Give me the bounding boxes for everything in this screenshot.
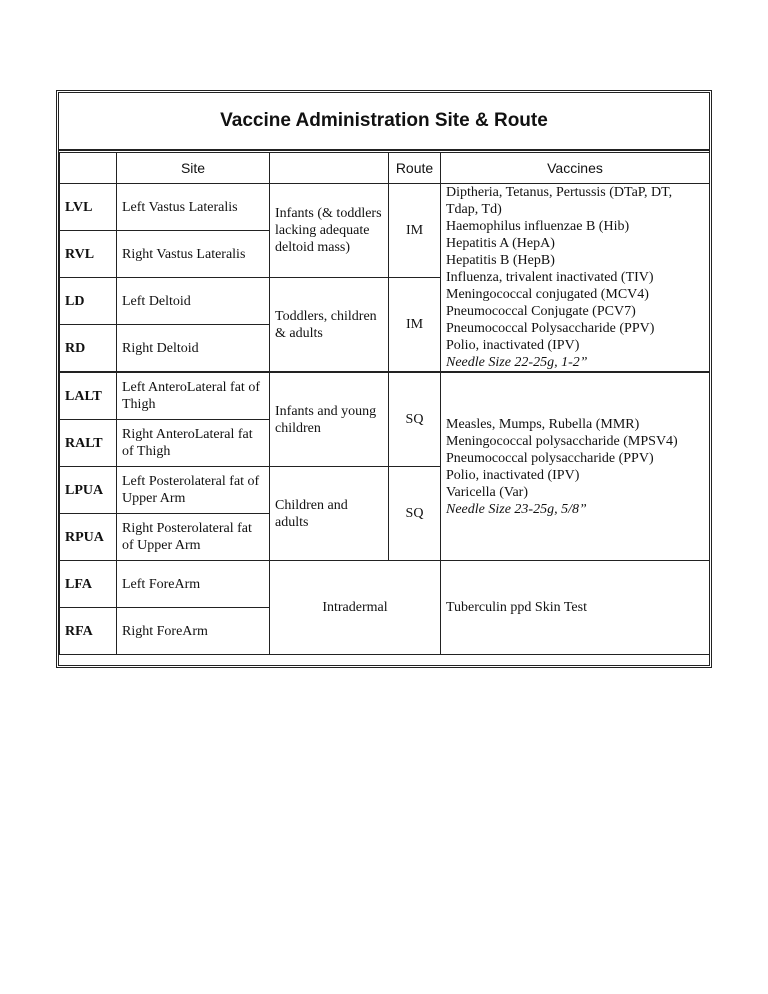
vaccine-item: Polio, inactivated (IPV): [446, 338, 580, 353]
vaccine-item: Hepatitis B (HepB): [446, 253, 555, 268]
table-row: [60, 561, 710, 608]
needle-size: Needle Size 22-25g, 1-2”: [446, 355, 588, 370]
route-label: IM: [389, 184, 441, 278]
site-abbr: LVL: [60, 184, 117, 231]
header-site: Site: [117, 153, 270, 184]
site-abbr: RPUA: [60, 514, 117, 561]
table-row: [60, 184, 710, 231]
intradermal-route: Intradermal: [270, 561, 441, 655]
header-route: Route: [389, 153, 441, 184]
site-name: Left Vastus Lateralis: [117, 184, 270, 231]
vaccine-item: Measles, Mumps, Rubella (MMR): [446, 416, 640, 432]
vaccine-item: Meningococcal polysaccharide (MPSV4): [446, 433, 678, 449]
site-abbr: RD: [60, 325, 117, 373]
table-row: [60, 372, 710, 420]
vaccine-item: Pneumococcal Conjugate (PCV7): [446, 304, 636, 319]
site-abbr: LD: [60, 278, 117, 325]
site-name: Left AnteroLateral fat of Thigh: [117, 372, 270, 420]
age-group: Toddlers, children & adults: [270, 278, 389, 373]
site-name: Right Deltoid: [117, 325, 270, 373]
vaccine-table: [59, 152, 710, 655]
site-abbr: RALT: [60, 420, 117, 467]
route-label: IM: [389, 278, 441, 373]
site-abbr: LPUA: [60, 467, 117, 514]
vaccine-item: Tdap, Td): [446, 202, 502, 217]
vaccine-item: Haemophilus influenzae B (Hib): [446, 219, 630, 234]
vaccine-item: Meningococcal conjugated (MCV4): [446, 287, 649, 302]
site-name: Right Posterolateral fat of Upper Arm: [117, 514, 270, 561]
vaccine-item: Polio, inactivated (IPV): [446, 467, 580, 483]
vaccine-list-sq: [441, 372, 710, 561]
site-name: Left Deltoid: [117, 278, 270, 325]
site-abbr: RFA: [60, 608, 117, 655]
site-name: Left Posterolateral fat of Upper Arm: [117, 467, 270, 514]
site-name: Right ForeArm: [117, 608, 270, 655]
header-vaccines: Vaccines: [441, 153, 710, 184]
table-title: Vaccine Administration Site & Route: [59, 93, 709, 151]
vaccine-item: Tuberculin ppd Skin Test: [446, 600, 587, 615]
vaccine-item: Pneumococcal polysaccharide (PPV): [446, 450, 654, 466]
age-group: Infants (& toddlers lacking adequate deltoid mass): [270, 184, 389, 278]
site-name: Right AnteroLateral fat of Thigh: [117, 420, 270, 467]
vaccine-item: Pneumococcal Polysaccharide (PPV): [446, 321, 655, 336]
vaccine-item: Diptheria, Tetanus, Pertussis (DTaP, DT,: [446, 185, 673, 200]
vaccine-item: Varicella (Var): [446, 484, 529, 500]
vaccine-list-intradermal: [441, 561, 710, 655]
age-group: Infants and young children: [270, 372, 389, 467]
site-abbr: LFA: [60, 561, 117, 608]
age-group: Children and adults: [270, 467, 389, 561]
header-abbr: [60, 153, 117, 184]
header-row: [60, 153, 710, 184]
route-label: SQ: [389, 372, 441, 467]
site-abbr: RVL: [60, 231, 117, 278]
site-name: Right Vastus Lateralis: [117, 231, 270, 278]
route-label: SQ: [389, 467, 441, 561]
site-name: Left ForeArm: [117, 561, 270, 608]
site-abbr: LALT: [60, 372, 117, 420]
vaccine-item: Influenza, trivalent inactivated (TIV): [446, 270, 654, 285]
needle-size: Needle Size 23-25g, 5/8”: [446, 501, 587, 517]
vaccine-list-im: [441, 184, 710, 373]
header-group: [270, 153, 389, 184]
vaccine-item: Hepatitis A (HepA): [446, 236, 555, 251]
vaccine-table-frame: [56, 90, 712, 668]
